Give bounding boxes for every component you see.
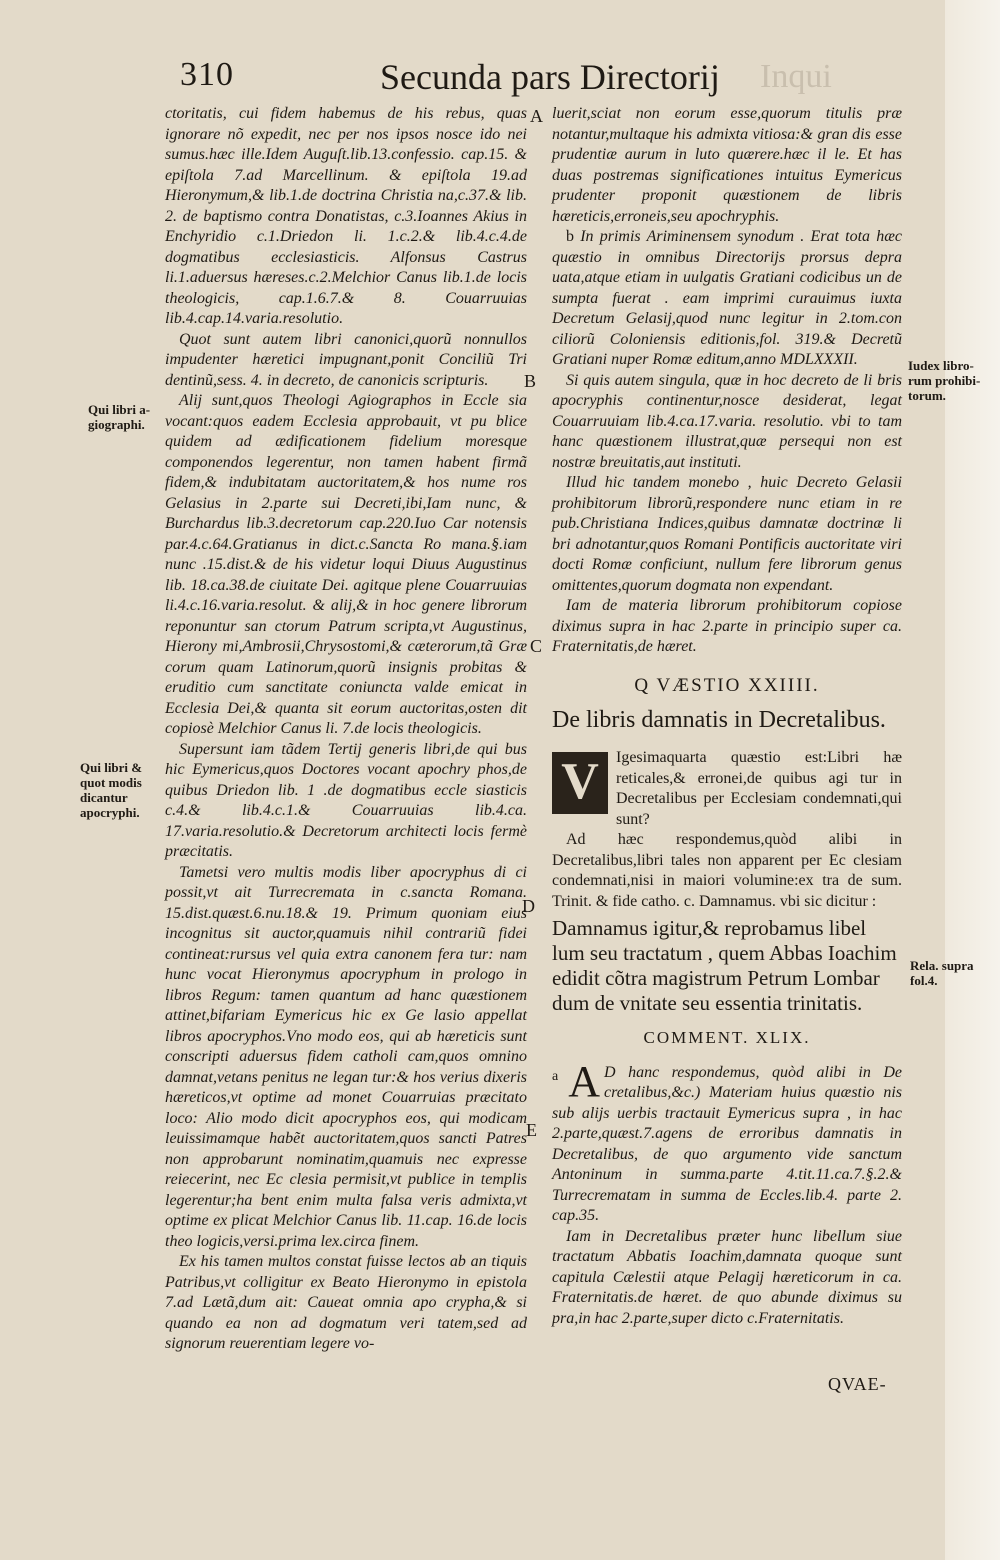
page-header xyxy=(180,56,800,104)
paragraph: Illud hic tandem monebo , huic Decreto Gelasii prohibitorum librorũ,respondere nunc etiam in re pub.Christiana Indices,quibus damnatæ doctrinæ li bri adnotantur,quos Romani Pontificis auctoritate viri docti Romæ conficiunt, nullum fere librorum genus omittentes,quorum dogmata non expendant. xyxy=(552,474,902,594)
section-letter-c: C xyxy=(530,636,543,656)
page-edge xyxy=(945,0,1000,1560)
paragraph xyxy=(552,227,902,371)
dropcap xyxy=(552,752,608,814)
bleed-through-title: Inqui xyxy=(760,58,832,95)
dropcap-letter: V xyxy=(561,753,599,810)
right-column xyxy=(552,104,902,1329)
running-title: Secunda pars Directorij xyxy=(380,57,720,97)
paragraph-text: In primis Ariminensem synodum . Erat tota hæc quæstio in omnibus Directorijs prorsus depra uata,atque etiam in uulgatis Gratiani codicibus un de sumpta fuerat . eam imprimi curauimus iuxta Decretum Gelasij,quod nunc legitur in 2.tom.con ciliorũ Coloniensis editionis,fol. 319.& Decretũ Gratiani nuper Romæ editum,anno MDLXXXII. xyxy=(552,228,903,368)
note-marker: a xyxy=(552,1068,559,1084)
margin-note-apocryphi: Qui libri & quot modis dicantur apocryphi. xyxy=(80,760,143,820)
note-marker: b xyxy=(566,228,574,245)
section-letter-a: A xyxy=(530,106,543,126)
paragraph: Si quis autem singula, quæ in hoc decreto de li bris apocryphis continentur,nosce desiderat, legat Couarruuiam lib.4.ca.17.varia. resolutio. vbi to tam hanc quæstionem illustrat,quæ persequi non est nostræ breuitatis,aut instituti. xyxy=(552,371,902,471)
chapter-title: De libris damnatis in Decretalibus. xyxy=(552,707,886,733)
margin-note-agiographi: Qui libri a-giographi. xyxy=(88,402,151,432)
margin-note-rela: Rela. supra fol.4. xyxy=(910,958,974,988)
paragraph: ctoritatis, cui fidem habemus de his rebus, quas ignorare nõ expedit, nec per nos ipsos nosce ido nei sumus.hæc ille.Idem Auguſt.lib.13.confessio. cap.15. & epiſtola 7.ad Marcellinum. & epiſtola 19.ad Hieronymum,& lib.1.de doctrina Christia na,c.37.& lib. 2. de baptismo contra Donatistas, c.3.Ioannes Akius in Enchyridio c.1.Driedon li. 1.c.2.& lib.4.c.4.de dogmatibus ecclesiasticis. Alfonsus Castrus li.1.aduersus hæreses.c.2.Melchior Canus lib.1.de locis theologicis, cap.1.6.7.& 8. Couarruuias lib.4.cap.14.varia.resolutio. xyxy=(165,105,527,327)
question-heading: Q VÆSTIO XXIIII. xyxy=(634,674,820,696)
section-letter-e: E xyxy=(526,1120,537,1140)
paragraph: Iam de materia librorum prohibitorum copiose diximus supra in hac 2.parte in principio super ca. Fraternitatis,de hæret. xyxy=(552,597,902,655)
margin-note-index: Iudex libro-rum prohibi-torum. xyxy=(908,358,981,403)
paragraph xyxy=(552,748,902,830)
paragraph: Quot sunt autem libri canonici,quorũ nonnullos impudenter hæretici impugnant,ponit Conciliũ Tri dentinũ,sess. 4. in decreto, de canonicis scripturis. xyxy=(165,330,527,389)
section-letter-d: D xyxy=(522,896,535,916)
initial-letter: A xyxy=(568,1056,600,1106)
page-number: 310 xyxy=(180,56,234,93)
paragraph: luerit,sciat non eorum esse,quorum titulis præ notantur,multaque his admixta vitiosa:& gran dis esse prudentiæ aurum in luto quærere.hæc il le. Et has duas postremas significationes intuitus Eymericus prudenter proponit quæstionem de libris hæreticis,erroneis,seu apochryphis. xyxy=(552,105,902,225)
paragraph xyxy=(552,1056,902,1227)
paragraph: Ex his tamen multos constat fuisse lectos ab an tiquis Patribus,vt colligitur ex Beato Hieronymo in epistola 7.ad Lætã,dum ait: Caueat omnia apo crypha,& si quando ea non ad dogmatum veri tatem,sed ad signorum reuerentiam legere vo- xyxy=(165,1253,527,1352)
paragraph: Alij sunt,quos Theologi Agiographos in Eccle sia vocant:quos eadem Ecclesia approbauit, vt pu blice quidem ad ædificationem fidelium moresque componendos legerentur, non tamen habent firmã fidem,& indubitatam auctoritatem,& hos nume ros Gelasius in 2.parte sui Decreti,ibi,Iam nunc, & Burchardus lib.3.decretorum cap.220.Iuo Car notensis par.4.c.64.Gratianus in dict.c.Sancta Ro mana.§.iam nunc .15.dist.& de his videtur loqui Diuus Augustinus lib. 18.ca.38.de ciuitate Dei. agitque plene Couarruuias li.4.c.16.varia.resolut. & alij,& in hoc genere librorum reponuntur san ctorum Patrum scripta,vt Augustinus, Hierony mi,Ambrosii,Chrysostomi,& cæterorum,tã Græ corum quam Latinorum,quorũ insignis probitas & eruditio cum sanctitate coniuncta valde emicat in Ecclesia Dei,& quanta sit eorum auctoritas,osten dit copiosè Melchior Canus li. 7.de locis theologicis. xyxy=(165,392,527,737)
comment-heading: COMMENT. XLIX. xyxy=(643,1028,811,1047)
left-column xyxy=(165,104,527,1355)
paragraph-text: Igesimaquarta quæstio est:Libri hæ reticales,& erronei,de quibus agi tur in Decretalibus per Ecclesiam condemnati,qui sunt? xyxy=(616,749,902,828)
decree-text: Damnamus igitur,& reprobamus libel lum seu tractatum , quem Abbas Ioachim edidit cõtra magistrum Petrum Lombar dum de vnitate seu essentia trinitatis. xyxy=(552,916,897,1015)
paragraph: Ad hæc respondemus,quòd alibi in Decretalibus,libri tales non apparent per Ec clesiam condemnati,nisi in maiori volumine:ex tra de sum. Trinit. & fide catho. c. Damnamus. vbi sic dicitur : xyxy=(552,831,902,910)
catchword: QVAE- xyxy=(828,1374,887,1394)
section-letter-b: B xyxy=(524,371,537,391)
paragraph-text: D hanc respondemus, quòd alibi in De cretalibus,&c.) Materiam huius quæstio nis sub alijs uerbis tractauit Eymericus supra , in hac 2.parte,quæst.7.agens de erroribus damnatis in Decretalibus, de quo argumento vide sanctum Antoninum in summa.parte 4.tit.11.ca.7.§.2.& Turrecrematam in summa de Eccles.lib.4. parte 2. cap.35. xyxy=(552,1063,902,1224)
paragraph: Iam in Decretalibus præter hunc libellum siue tractatum Abbatis Ioachim,damnata quoque sunt capitula Cælestii atque Pelagij hæreticorum in ca. Fraternitatis.de hæret. de quo abunde diximus su pra,in hac 2.parte,super dicto c.Fraternitatis. xyxy=(552,1227,902,1327)
paragraph: Tametsi vero multis modis liber apocryphus di ci possit,vt ait Turrecremata in c.sancta Romana. 15.dist.quæst.6.nu.18.& 19. Primum quoniam eius incognitus sit auctor,quamuis nihil contrariũ fidei contineat:rursus vel quia extra canonem fera tur: nam hunc vocat Hieronymus apocryphum in prologo in libros Regum: tamen quantum ad hanc quæstionem attinet,bifariam Eymericus hic ex Ge lasio appellat libros apocryphos.Vno modo eos, qui ab hæreticis sunt conscripti aduersus fidem catholi cam,quos omnino damnat,vetans penitus ne legan tur:& hos verius dixeris hæreticos,vt optime ad monet Couarruias præcitato loco: Alio modo dicit apocryphos eos, qui modicam leuissimamque habẽt auctoritatem,quos sancti Patres non approbarunt nominatim,quamuis nec expresse reiecerint, nec Ec clesia permisit,vt publice in templis legerentur;ha bent enim multa falsa veris admixta,vt optime ex plicat Melchior Canus lib. 11.cap. 16.de locis theo logicis,versi.prima lex.circa finem. xyxy=(165,863,527,1250)
paragraph: Supersunt iam tãdem Tertij generis libri,de qui bus hic Eymericus,quos Doctores vocant apochry phos,de quibus Driedon lib. 1 .de dogmatibus eccle siasticis c.4.& lib.4.c.1.& Couarruuias lib.4.ca. 17.varia.resolutio.& Decretorum architecti locis fermè præcitatis. xyxy=(165,740,527,860)
